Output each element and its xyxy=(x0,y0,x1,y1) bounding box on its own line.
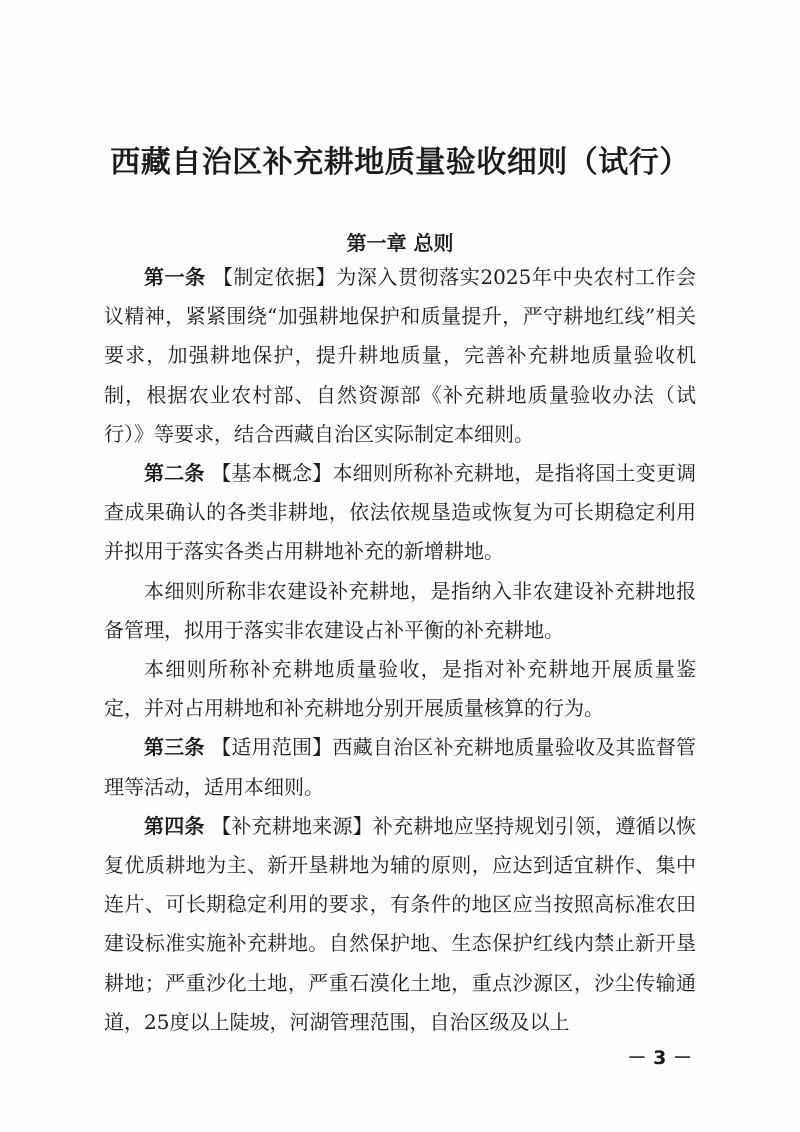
paragraph xyxy=(104,650,696,728)
paragraph-text: 本细则所称补充耕地质量验收，是指对补充耕地开展质量鉴定，并对占用耕地和补充耕地分别开展质量核算的行为。 xyxy=(104,657,696,721)
article-number: 第一条 xyxy=(144,265,206,289)
document-title: 西藏自治区补充耕地质量验收细则（试行） xyxy=(110,145,690,180)
paragraph-text: 【基本概念】本细则所称补充耕地，是指将国土变更调查成果确认的各类非耕地，依法依规垦造或恢复为可长期稳定利用并拟用于落实各类占用耕地补充的新增耕地。 xyxy=(104,461,697,564)
article-number: 第四条 xyxy=(144,813,205,838)
paragraph xyxy=(104,728,696,806)
article-number: 第三条 xyxy=(144,735,205,760)
paragraph xyxy=(104,258,696,454)
paragraph xyxy=(104,572,696,650)
paragraph-text: 【补充耕地来源】补充耕地应坚持规划引领，遵循以恢复优质耕地为主、新开垦耕地为辅的原则，应达到适宜耕作、集中连片、可长期稳定利用的要求，有条件的地区应当按照高标准农田建设标准实施补充耕地。自然保护地、生态保护红线内禁止新开垦耕地；严重沙化土地，严重石漠化土地，重点沙源区，沙尘传输通道，25度以上陡坡，河湖管理范围，自治区级及以上 xyxy=(104,813,697,1034)
chapter-heading: 第一章 总则 xyxy=(346,231,454,255)
paragraph-text: 【适用范围】西藏自治区补充耕地质量验收及其监督管理等活动，适用本细则。 xyxy=(104,735,697,799)
paragraph xyxy=(104,807,696,1042)
article-number: 第二条 xyxy=(144,461,205,486)
paragraph-text: 本细则所称非农建设补充耕地，是指纳入非农建设补充耕地报备管理，拟用于落实非农建设占补平衡的补充耕地。 xyxy=(104,578,696,642)
paragraph-text: 【制定依据】为深入贯彻落实2025年中央农村工作会议精神，紧紧围绕“加强耕地保护和质量提升，严守耕地红线”相关要求，加强耕地保护，提升耕地质量，完善补充耕地质量验收机制，根据农业农村部、自然资源部《补充耕地质量验收办法（试行）》等要求，结合西藏自治区实际制定本细则。 xyxy=(104,265,697,446)
document-body xyxy=(104,258,696,1042)
page-number: － 3 － xyxy=(627,1047,692,1069)
paragraph xyxy=(104,454,696,572)
